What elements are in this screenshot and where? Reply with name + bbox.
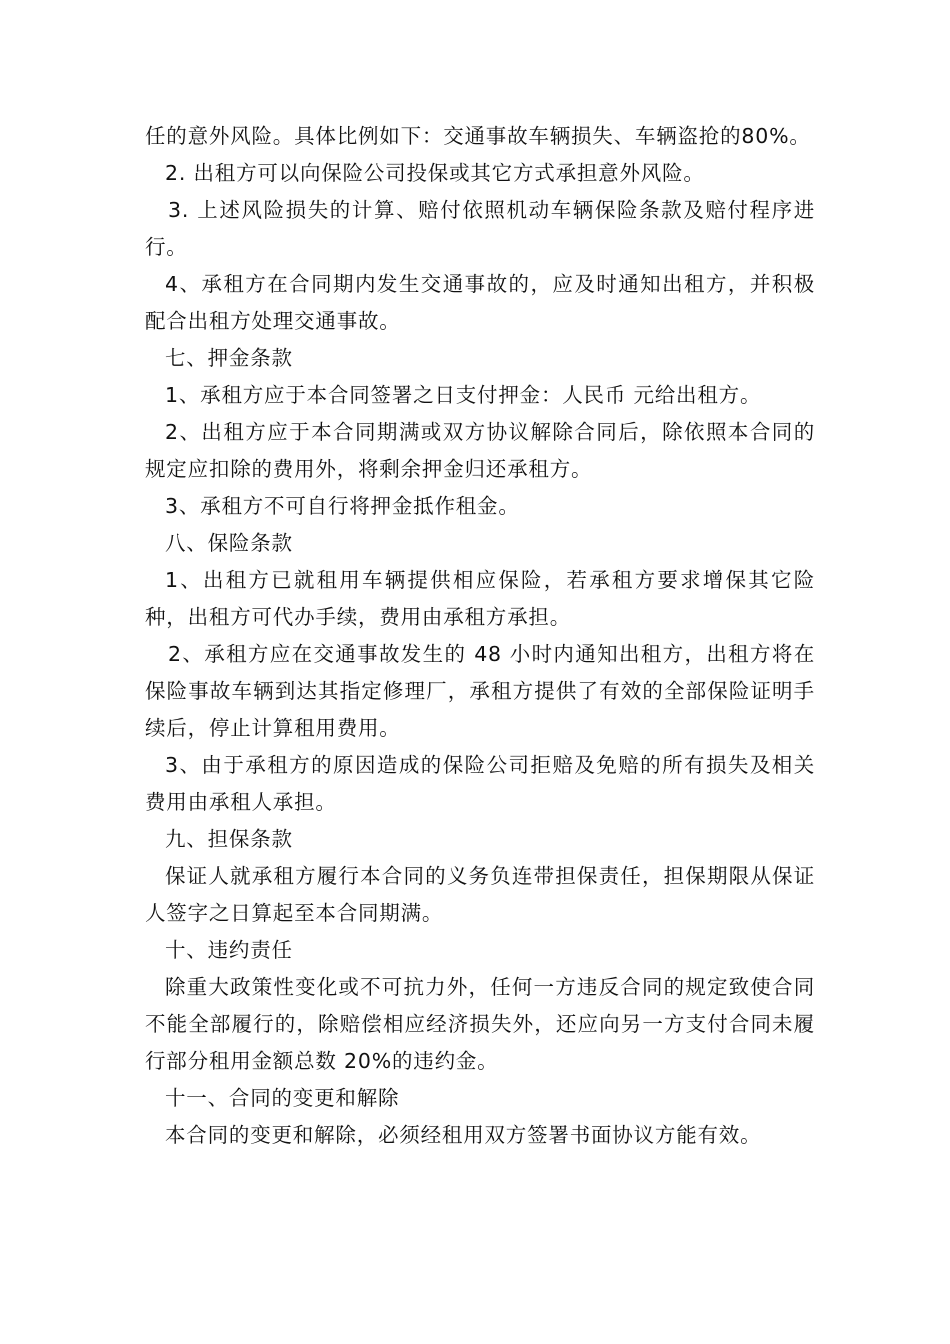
paragraph-deposit-payment: 1、承租方应于本合同签署之日支付押金：人民币 元给出租方。 <box>165 383 762 407</box>
paragraph-guarantee-terms: 保证人就承租方履行本合同的义务负连带担保责任，担保期限从保证人签字之日算起至本合同期满。 <box>145 864 815 925</box>
paragraph-loss-calculation: 3. 上述风险损失的计算、赔付依照机动车辆保险条款及赔付程序进行。 <box>145 198 815 259</box>
section-heading-deposit: 七、押金条款 <box>165 346 293 370</box>
paragraph-deposit-rent: 3、承租方不可自行将押金抵作租金。 <box>165 494 520 518</box>
paragraph-risk-ratio: 任的意外风险。具体比例如下：交通事故车辆损失、车辆盗抢的80%。 <box>145 124 811 148</box>
section-heading-breach: 十、违约责任 <box>165 938 293 962</box>
section-heading-contract-change: 十一、合同的变更和解除 <box>165 1086 400 1110</box>
paragraph-deposit-return: 2、出租方应于本合同期满或双方协议解除合同后，除依照本合同的规定应扣除的费用外，将剩余押金归还承租方。 <box>145 420 815 481</box>
paragraph-contract-change: 本合同的变更和解除，必须经租用双方签署书面协议方能有效。 <box>165 1123 762 1147</box>
paragraph-insurance-rejection: 3、由于承租方的原因造成的保险公司拒赔及免赔的所有损失及相关费用由承租人承担。 <box>145 753 815 814</box>
paragraph-insurance-option: 2. 出租方可以向保险公司投保或其它方式承担意外风险。 <box>165 161 705 185</box>
paragraph-breach-liability: 除重大政策性变化或不可抗力外，任何一方违反合同的规定致使合同不能全部履行的，除赔偿相应经济损失外，还应向另一方支付合同未履行部分租用金额总数 20%的违约金。 <box>145 975 815 1073</box>
section-heading-insurance: 八、保险条款 <box>165 531 293 555</box>
paragraph-accident-notice: 4、承租方在合同期内发生交通事故的，应及时通知出租方，并积极配合出租方处理交通事故。 <box>145 272 815 333</box>
section-heading-guarantee: 九、担保条款 <box>165 827 293 851</box>
paragraph-accident-48-hours: 2、承租方应在交通事故发生的 48 小时内通知出租方，出租方将在保险事故车辆到达其指定修理厂，承租方提供了有效的全部保险证明手续后，停止计算租用费用。 <box>145 642 815 740</box>
document-body <box>145 118 815 1154</box>
paragraph-insurance-provided: 1、出租方已就租用车辆提供相应保险，若承租方要求增保其它险种，出租方可代办手续，费用由承租方承担。 <box>145 568 815 629</box>
